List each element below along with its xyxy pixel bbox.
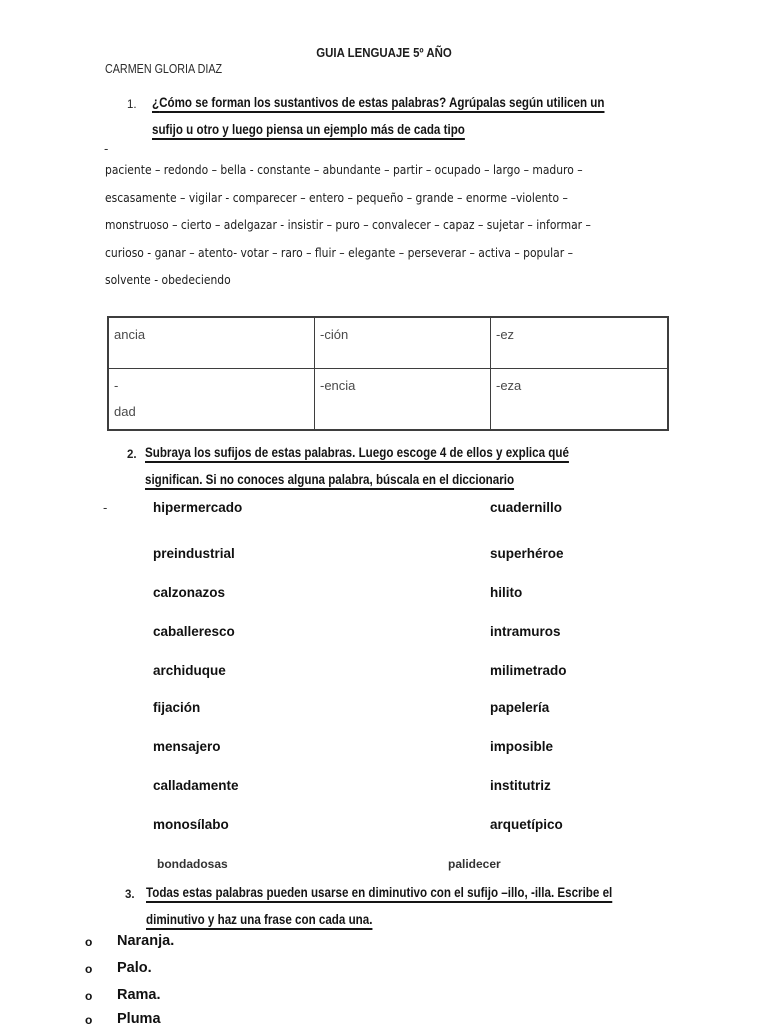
- page-title: GUIA LENGUAJE 5º AÑO: [316, 45, 452, 60]
- table-cell-ancia: ancia: [108, 317, 315, 369]
- pair-left-word: fijación: [153, 700, 201, 715]
- bullet-label: Palo.: [117, 960, 152, 976]
- list-item: [0, 933, 768, 957]
- pair-right-word: arquetípico: [490, 817, 563, 832]
- pair-left-word: monosílabo: [153, 817, 229, 832]
- pair-left-word: preindustrial: [153, 546, 235, 561]
- pair-left-word: calladamente: [153, 778, 239, 793]
- question2-line1: Subraya los sufijos de estas palabras. Luego escoge 4 de ellos y explica qué: [145, 445, 569, 460]
- pair-left-word: mensajero: [153, 739, 221, 754]
- question3-line1: Todas estas palabras pueden usarse en diminutivo con el sufijo –illo, -illa. Escribe el: [146, 885, 613, 900]
- question1-line2: sufijo u otro y luego piensa un ejemplo más de cada tipo: [152, 122, 465, 137]
- word-list-line: escasamente – vigilar - comparecer – entero – pequeño – grande – enorme –violento –: [105, 190, 568, 205]
- pair-left-word: calzonazos: [153, 585, 226, 600]
- question1-number: 1.: [127, 99, 137, 111]
- pair-right-word: milimetrado: [490, 663, 567, 678]
- word-list-line: curioso - ganar – atento- votar – raro – fluir – elegante – perseverar – activa – popular –: [105, 245, 573, 260]
- word-list-line: monstruoso – cierto – adelgazar - insistir – puro – convalecer – capaz – sujetar – informar –: [105, 217, 591, 232]
- list-item: [0, 987, 768, 1011]
- word-pair-row: [0, 624, 768, 644]
- pair-left-word: bondadosas: [157, 857, 228, 871]
- pair-right-word: papelería: [490, 700, 550, 715]
- list-item: [0, 1011, 768, 1024]
- question2-line2: significan. Si no conoces alguna palabra, búscala en el diccionario: [145, 472, 515, 487]
- table-cell-encia: -encia: [315, 369, 491, 431]
- table-row: [108, 317, 668, 369]
- pair-right-word: institutriz: [490, 778, 551, 793]
- bullet-marker: o: [85, 989, 93, 1003]
- list-item: [0, 960, 768, 984]
- bullet-label: Rama.: [117, 987, 161, 1003]
- question1-line1: ¿Cómo se forman los sustantivos de estas palabras? Agrúpalas según utilicen un: [152, 95, 605, 110]
- bullet-marker: o: [85, 1013, 93, 1024]
- pair-left-word: caballeresco: [153, 624, 235, 639]
- stray-dash-1: -: [104, 141, 109, 156]
- pair-right-word: palidecer: [448, 857, 501, 871]
- pair-left-word: archiduque: [153, 663, 226, 678]
- word-pair-row: [0, 585, 768, 605]
- suffix-table: [107, 316, 669, 431]
- bullet-label: Naranja.: [117, 933, 175, 949]
- bullet-label: Pluma: [117, 1011, 161, 1024]
- table-cell-eza: -eza: [491, 369, 669, 431]
- pair-right-word: superhéroe: [490, 546, 564, 561]
- word-pair-row: [0, 817, 768, 837]
- question3-line2: diminutivo y haz una frase con cada una.: [146, 912, 373, 927]
- bullet-marker: o: [85, 962, 93, 976]
- stray-dash-2: -: [103, 500, 108, 515]
- table-cell-ez: -ez: [491, 317, 669, 369]
- question3-number: 3.: [125, 889, 135, 901]
- pair-right-word: cuadernillo: [490, 500, 563, 515]
- question2-number: 2.: [127, 449, 137, 461]
- word-list-line: paciente – redondo – bella - constante – abundante – partir – ocupado – largo – maduro –: [105, 162, 583, 177]
- table-cell-dad: - dad: [108, 369, 315, 431]
- table-row: [108, 369, 668, 431]
- word-pair-row: [0, 739, 768, 759]
- word-pair-row: [0, 663, 768, 683]
- page-header: [0, 44, 768, 62]
- question1-prefix: ¿: [152, 95, 160, 110]
- word-pair-row: [0, 500, 768, 520]
- word-pair-row: [0, 778, 768, 798]
- word-pair-row: [0, 857, 768, 877]
- word-list-line: solvente - obedeciendo: [105, 272, 231, 287]
- pair-right-word: imposible: [490, 739, 554, 754]
- pair-right-word: hilito: [490, 585, 523, 600]
- table-cell-cion: -ción: [315, 317, 491, 369]
- word-pair-row: [0, 546, 768, 566]
- bullet-marker: o: [85, 935, 93, 949]
- word-pair-row: [0, 700, 768, 720]
- author-name: CARMEN GLORIA DIAZ: [105, 62, 223, 76]
- pair-left-word: hipermercado: [153, 500, 243, 515]
- pair-right-word: intramuros: [490, 624, 561, 639]
